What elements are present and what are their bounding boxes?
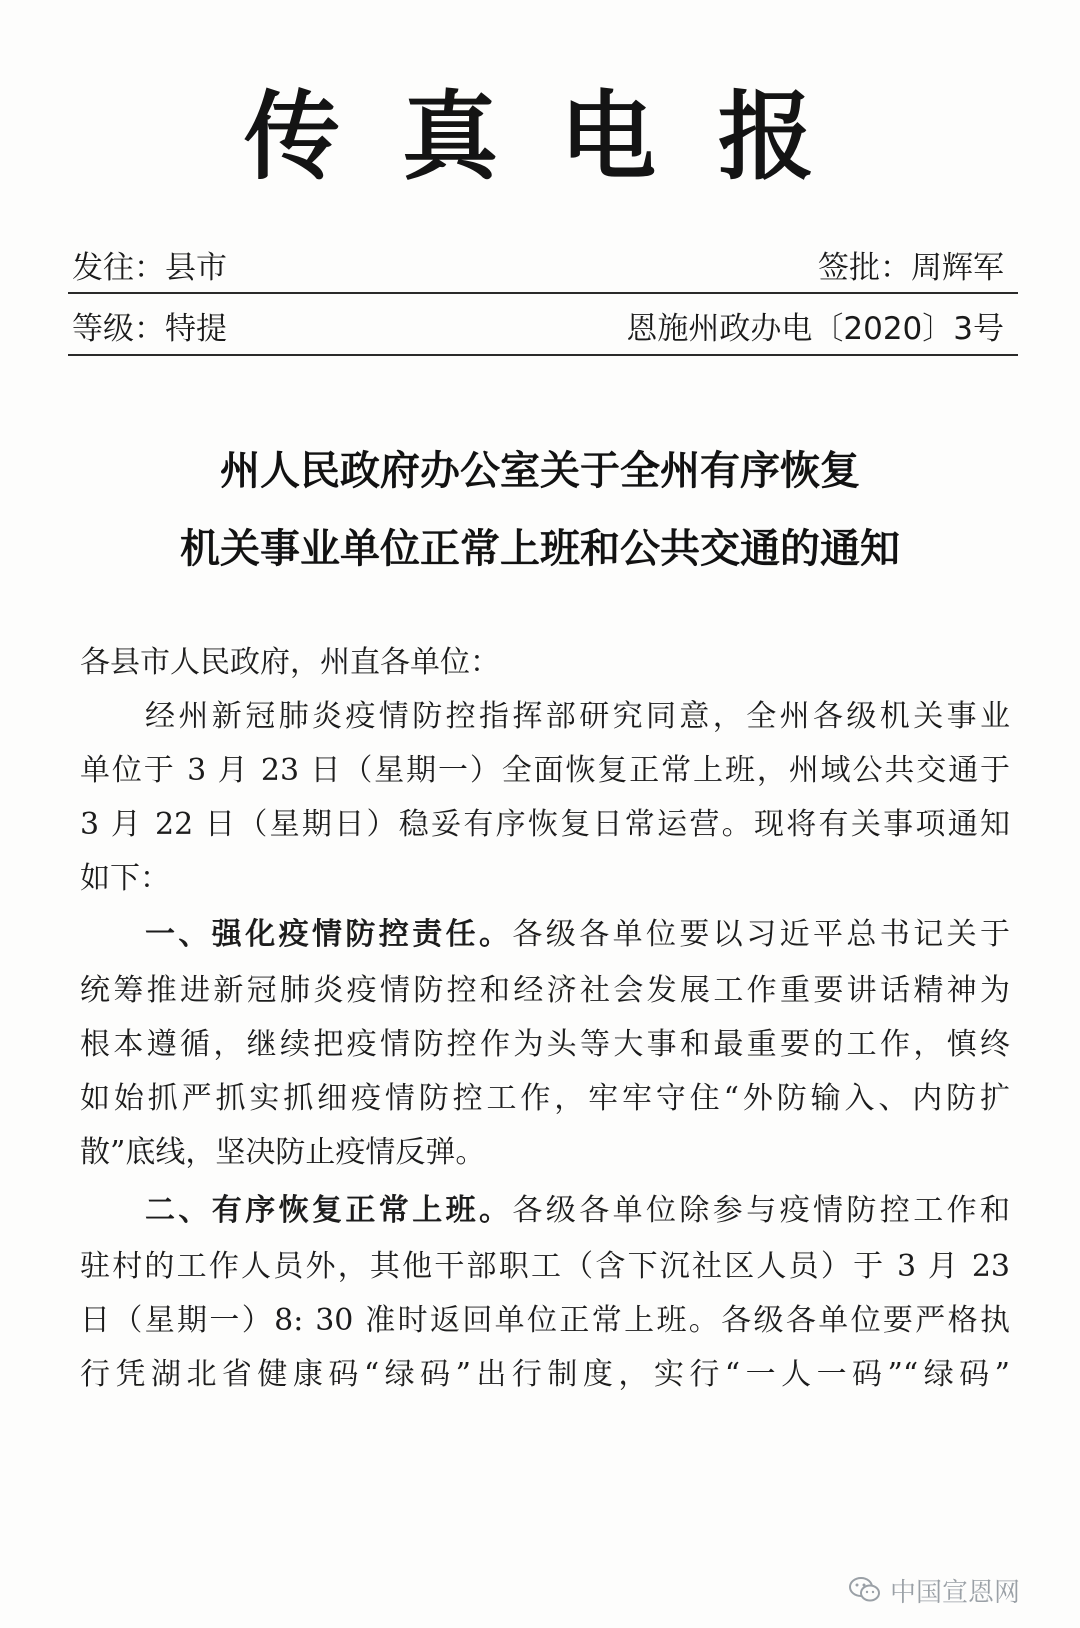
- fax-title: 传真电报: [244, 80, 876, 193]
- body-line: 如下：: [80, 861, 170, 896]
- body-line: 单位于 3 月 23 日（星期一）全面恢复正常上班，州域公共交通于: [80, 753, 1010, 788]
- meta-row-send: [72, 243, 1016, 293]
- salutation: 各县市人民政府，州直各单位：: [80, 645, 500, 680]
- body-line: 统筹推进新冠肺炎疫情防控和经济社会发展工作重要讲话精神为: [80, 973, 1010, 1008]
- notice-title-line-2: 机关事业单位正常上班和公共交通的通知: [180, 525, 900, 572]
- section-2-lead-text: 各级各单位除参与疫情防控工作和: [512, 1193, 1011, 1228]
- meta-row-level: [72, 304, 1016, 354]
- section-2-first-line: [145, 1188, 1010, 1234]
- watermark-text: 中国宣恩网: [889, 1577, 1020, 1608]
- section-1-lead-text: 各级各单位要以习近平总书记关于: [512, 917, 1011, 952]
- body-line: 散”底线，坚决防止疫情反弹。: [80, 1135, 486, 1170]
- body-line: 如始抓严抓实抓细疫情防控工作，牢牢守住“外防输入、内防扩: [80, 1081, 1010, 1116]
- notice-title-line-1: 州人民政府办公室关于全州有序恢复: [220, 447, 860, 494]
- header-rule-top: [68, 292, 1018, 294]
- source-watermark: [848, 1572, 1020, 1608]
- section-1-heading: 一、强化疫情防控责任。: [145, 917, 513, 952]
- body-line: 3 月 22 日（星期日）稳妥有序恢复日常运营。现将有关事项通知: [80, 807, 1010, 842]
- approved-by: 签批：周辉军: [818, 250, 1004, 286]
- section-2-heading: 二、有序恢复正常上班。: [145, 1193, 513, 1228]
- body-line: 驻村的工作人员外，其他干部职工（含下沉社区人员）于 3 月 23: [80, 1249, 1010, 1284]
- header-rule-bottom: [68, 354, 1018, 356]
- body-line: 经州新冠肺炎疫情防控指挥部研究同意，全州各级机关事业: [145, 699, 1010, 734]
- body-line: 行凭湖北省健康码“绿码”出行制度，实行“一人一码”“绿码”: [80, 1357, 1010, 1392]
- send-to: 发往：县市: [72, 250, 227, 286]
- urgency-level: 等级：特提: [72, 311, 227, 347]
- wechat-icon: [848, 1575, 882, 1605]
- section-1-first-line: [145, 912, 1010, 958]
- body-line: 日（星期一）8: 30 准时返回单位正常上班。各级各单位要严格执: [80, 1303, 1010, 1338]
- body-line: 根本遵循，继续把疫情防控作为头等大事和最重要的工作，慎终: [80, 1027, 1010, 1062]
- document-number: 恩施州政办电〔2020〕3号: [626, 311, 1004, 347]
